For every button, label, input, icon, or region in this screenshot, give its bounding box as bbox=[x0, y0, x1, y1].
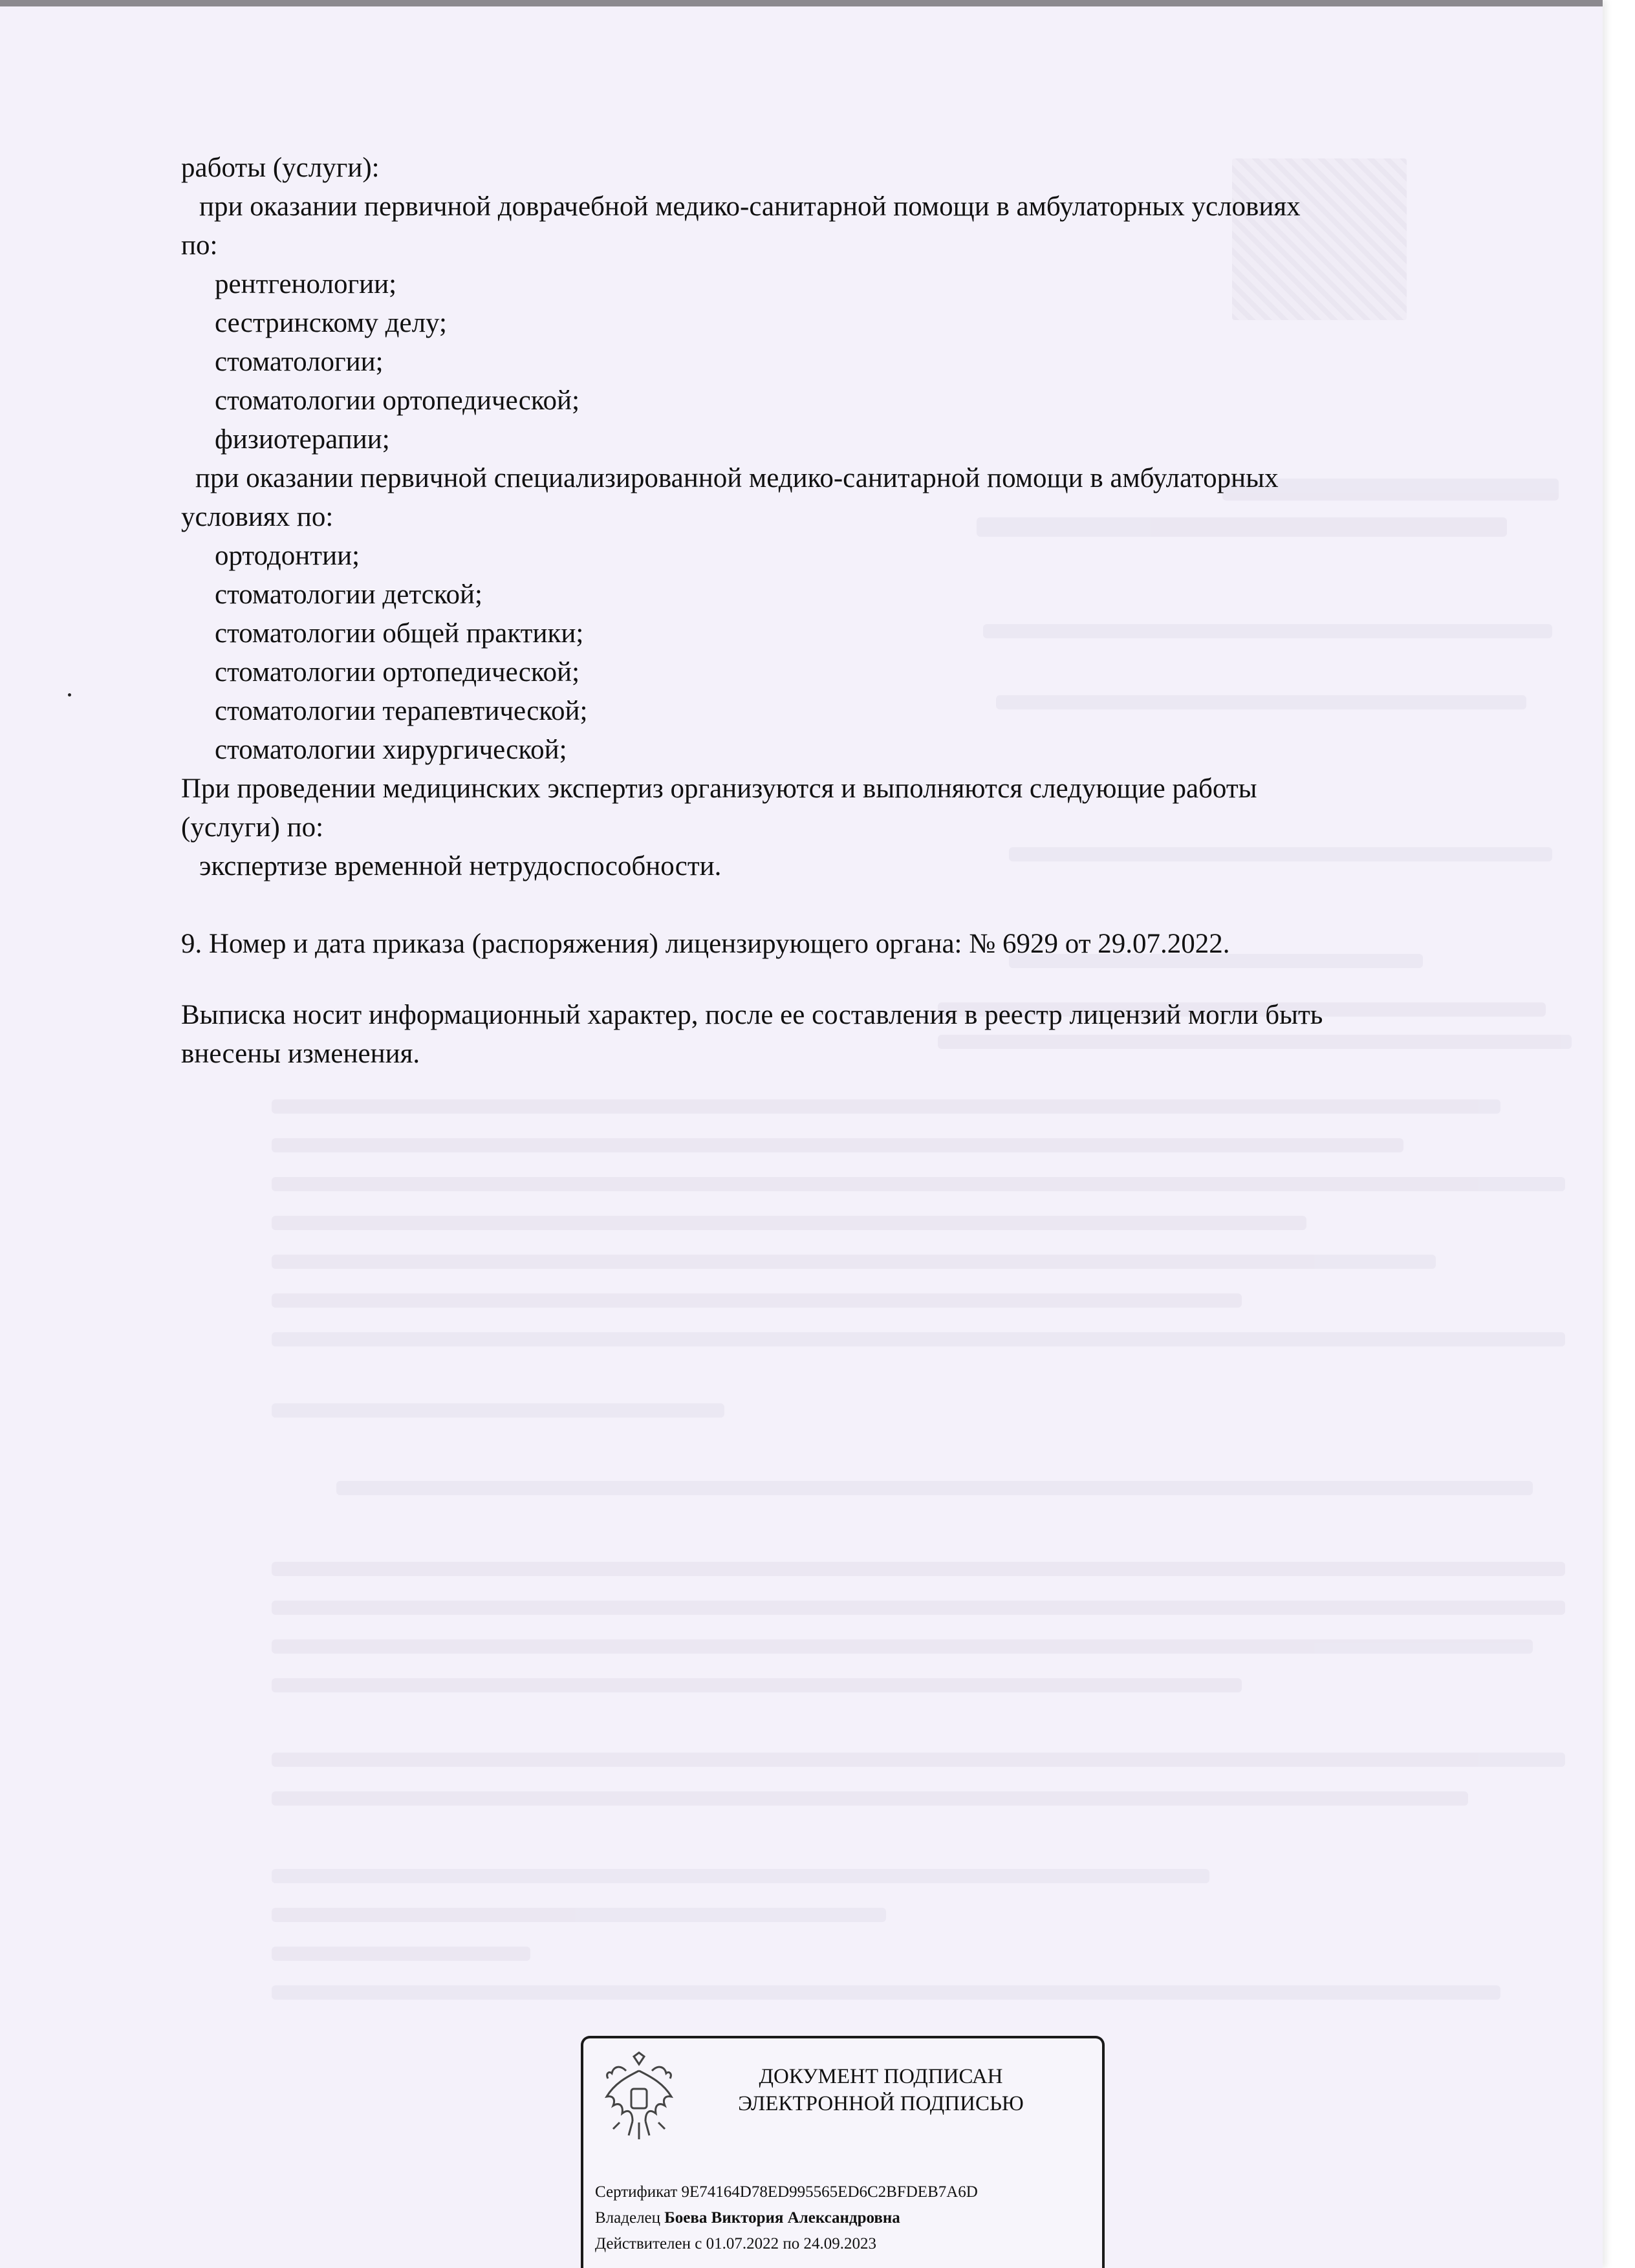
list-item: стоматологии ортопедической; bbox=[215, 657, 580, 687]
text-line: (услуги) по: bbox=[181, 812, 324, 843]
stamp-title-line: ДОКУМЕНТ ПОДПИСАН bbox=[759, 2065, 1003, 2088]
text-line: При проведении медицинских экспертиз организуются и выполняются следующие работы bbox=[181, 773, 1257, 804]
certificate-validity: Действителен с 01.07.2022 по 24.09.2023 bbox=[595, 2235, 876, 2252]
list-item: ортодонтии; bbox=[215, 541, 360, 571]
electronic-signature-stamp bbox=[581, 2036, 1105, 2268]
owner-label: Владелец bbox=[595, 2209, 661, 2227]
stamp-title bbox=[687, 2063, 1075, 2117]
list-item: сестринскому делу; bbox=[215, 308, 447, 338]
list-item: стоматологии; bbox=[215, 347, 384, 377]
double-headed-eagle-emblem-icon bbox=[600, 2051, 678, 2148]
text-line: при оказании первичной доврачебной медико-санитарной помощи в амбулаторных условиях bbox=[199, 191, 1301, 222]
list-item: стоматологии ортопедической; bbox=[215, 385, 580, 416]
list-item: стоматологии детской; bbox=[215, 579, 482, 610]
list-item: физиотерапии; bbox=[215, 424, 390, 455]
text-line: при оказании первичной специализированной медико-санитарной помощи в амбулаторных bbox=[195, 463, 1279, 493]
text-line: экспертизе временной нетрудоспособности. bbox=[199, 851, 722, 881]
list-item: стоматологии хирургической; bbox=[215, 735, 567, 765]
notice-line: Выписка носит информационный характер, после ее составления в реестр лицензий могли быть bbox=[181, 1000, 1323, 1030]
list-item: стоматологии общей практики; bbox=[215, 618, 584, 649]
notice-line: внесены изменения. bbox=[181, 1039, 420, 1069]
text-line: условиях по: bbox=[181, 502, 334, 532]
document-body bbox=[181, 149, 1513, 1074]
text-line: по: bbox=[181, 230, 218, 261]
certificate-owner bbox=[595, 2205, 978, 2231]
owner-name: Боева Виктория Александровна bbox=[664, 2209, 900, 2227]
stamp-title-line: ЭЛЕКТРОННОЙ ПОДПИСЬЮ bbox=[738, 2092, 1024, 2115]
scan-speck bbox=[68, 693, 71, 697]
order-number-line: 9. Номер и дата приказа (распоряжения) лицензирующего органа: № 6929 от 29.07.2022. bbox=[181, 929, 1230, 959]
stamp-details bbox=[595, 2179, 978, 2257]
list-item: стоматологии терапевтической; bbox=[215, 696, 588, 726]
list-item: рентгенологии; bbox=[215, 269, 397, 299]
certificate-number: Сертификат 9E74164D78ED995565ED6C2BFDEB7A6D bbox=[595, 2183, 978, 2201]
text-line: работы (услуги): bbox=[181, 153, 380, 183]
